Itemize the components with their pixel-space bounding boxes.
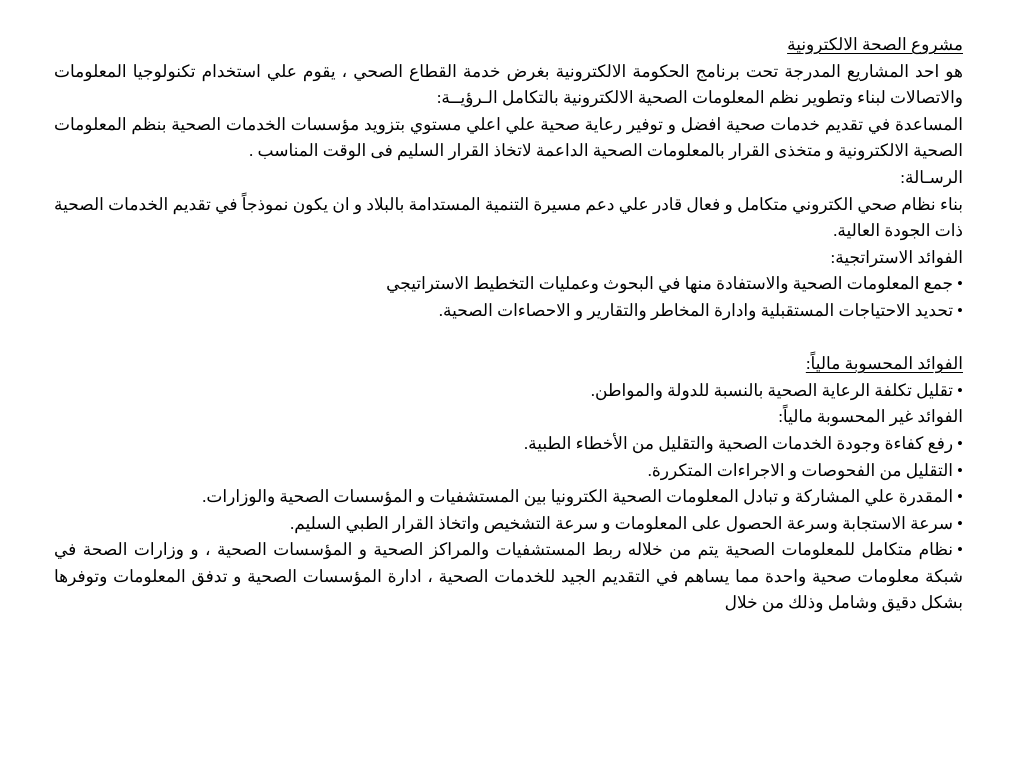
financial-benefits-heading: الفوائد المحسوبة مالياً: — [805, 354, 963, 374]
strategic-benefit-text: تحديد الاحتياجات المستقبلية وادارة المخاطر والتقارير و الاحصاءات الصحية. — [438, 300, 954, 320]
bullet-icon: • — [957, 274, 963, 294]
bullet-icon: • — [957, 380, 963, 400]
strategic-benefits-heading: الفوائد الاستراتجية: — [830, 247, 963, 267]
strategic-benefit-item — [54, 271, 963, 298]
strategic-benefit-text: جمع المعلومات الصحية والاستفادة منها في البحوث وعمليات التخطيط الاستراتيجي — [386, 274, 954, 294]
mission-paragraph: بناء نظام صحي الكتروني متكامل و فعال قادر علي دعم مسيرة التنمية المستدامة بالبلاد و ان يكون نموذجاً في تقديم الخدمات الصحية ذات الجودة العالية. — [54, 194, 963, 241]
nonfinancial-benefit-item — [54, 511, 963, 538]
nonfinancial-benefits-heading: الفوائد غير المحسوبة مالياً: — [778, 407, 963, 427]
nonfinancial-benefit-item — [54, 537, 963, 617]
bullet-icon: • — [957, 487, 963, 507]
bullet-icon: • — [957, 300, 963, 320]
financial-benefit-item — [54, 378, 963, 405]
bullet-icon: • — [957, 460, 963, 480]
nonfinancial-benefit-text: المقدرة علي المشاركة و تبادل المعلومات الصحية الكترونيا بين المستشفيات و المؤسسات الصحية والوزارات. — [202, 487, 954, 507]
financial-benefit-text: تقليل تكلفة الرعاية الصحية بالنسبة للدولة والمواطن. — [590, 380, 954, 400]
strategic-benefit-item — [54, 298, 963, 325]
mission-heading: الرسـالة: — [900, 167, 963, 187]
nonfinancial-benefit-item — [54, 484, 963, 511]
document-title: مشروع الصحة الالكترونية — [787, 35, 963, 54]
section-spacer — [54, 325, 963, 352]
nonfinancial-benefit-text: رفع كفاءة وجودة الخدمات الصحية والتقليل من الأخطاء الطبية. — [523, 433, 954, 453]
nonfinancial-benefit-item — [54, 458, 963, 485]
nonfinancial-benefit-text: سرعة الاستجابة وسرعة الحصول على المعلومات و سرعة التشخيص واتخاذ القرار الطبي السليم. — [289, 513, 954, 533]
nonfinancial-benefit-item — [54, 431, 963, 458]
intro-paragraph: هو احد المشاريع المدرجة تحت برنامج الحكومة الالكترونية بغرض خدمة القطاع الصحي ، يقوم علي استخدام تكنولوجيا المعلومات والاتصالات لبناء وتطوير نظم المعلومات الصحية الالكترونية بالتكامل الـرؤيــة: — [54, 61, 963, 108]
nonfinancial-benefit-text: نظام متكامل للمعلومات الصحية يتم من خلاله ربط المستشفيات والمراكز الصحية و المؤسسات الصحية ، و وزارات الصحة في شبكة معلومات صحية واحدة مما يساهم في التقديم الجيد للخدمات الصحية ، ادارة المؤسسات الصحية و تدفق المعلومات وتوفرها بشكل دقيق وشامل وذلك من خلال — [54, 540, 963, 613]
bullet-icon: • — [957, 540, 963, 560]
vision-paragraph: المساعدة في تقديم خدمات صحية افضل و توفير رعاية صحية علي اعلي مستوي بتزويد مؤسسات الخدمات الصحية بنظم المعلومات الصحية الالكترونية و متخذى القرار بالمعلومات الصحية الداعمة لاتخاذ القرار السليم فى الوقت المناسب . — [54, 114, 963, 161]
bullet-icon: • — [957, 433, 963, 453]
nonfinancial-benefit-text: التقليل من الفحوصات و الاجراءات المتكررة. — [647, 460, 954, 480]
bullet-icon: • — [957, 513, 963, 533]
document-page — [54, 32, 963, 617]
